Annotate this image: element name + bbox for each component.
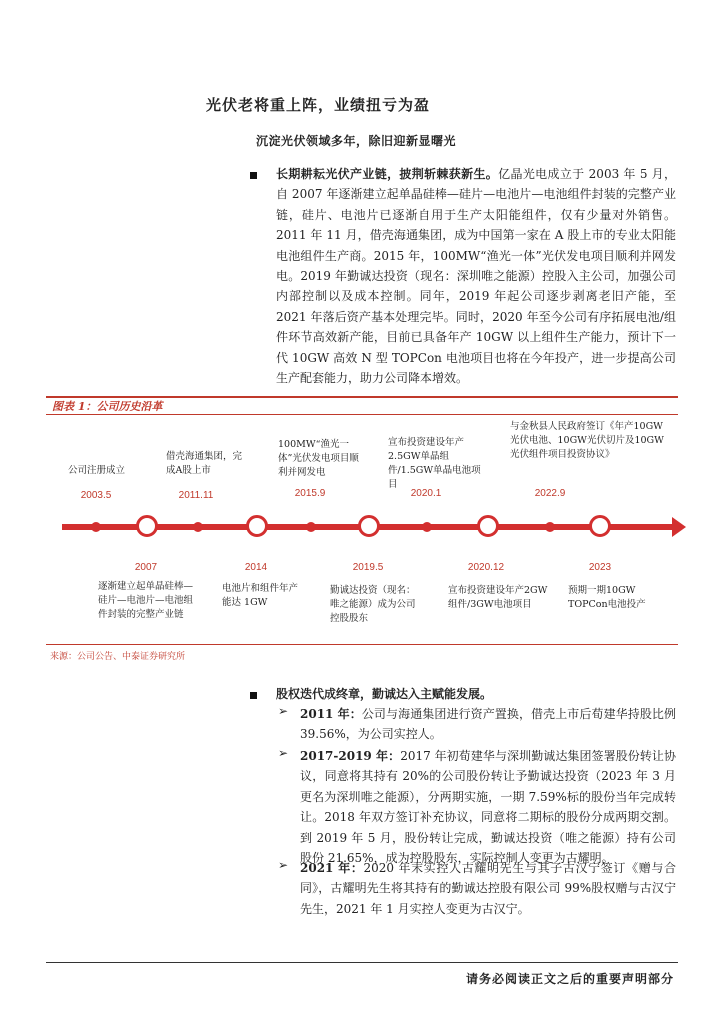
year-label-2020-12: 2020.12 [467,562,505,573]
paragraph-history [276,164,676,388]
event-text-2020-12: 宣布投资建设年产2GW组件/3GW电池项目 [448,585,548,610]
event-text-2019: 勤诚达投资（现名：唯之能源）成为公司控股股东 [330,585,416,624]
figure-title: 图表 1：公司历史沿革 [52,400,163,413]
year-label-2023: 2023 [588,562,612,573]
year-label-2015: 2015.9 [294,488,326,499]
paragraph-history-text: 亿晶光电成立于 2003 年 5 月，自 2007 年逐渐建立起单晶硅棒—硅片—电池片—电池组件封装的完整产业链，硅片、电池片已逐渐自用于生产太阳能组件，仅有少量对外销售。2011 年 11 月，借壳海通集团，成为中国第一家在 A 股上市的专业太阳能电池组件生产商。2015 年，100MW“渔光一体”光伏发电项目顺利并网发电。2019 年勤诚达投资（现名：深圳唯之能源）控股入主公司，加强公司内部控制以及成本控制。同年，2019 年起公司逐步剥离老旧产能，至 2021 年落后资产基本处理完毕。同时，2020 年至今公司有序拓展电池/组件环节高效新产能，目前已具备年产 10GW 以上组件生产能力，预计下一代 10GW 高效 N 型 TOPCon 电池项目也将在今年投产，进一步提高公司生产配套能力，助力公司降本增效。 [276,167,676,386]
timeline-dot-2011 [193,522,203,532]
year-label-2020-1: 2020.1 [410,488,442,499]
footer-rule [46,962,678,963]
timeline-dot-2020-1 [422,522,432,532]
event-text-2003: 公司注册成立 [68,465,126,476]
year-label-2019: 2019.5 [352,562,384,573]
equity-item-label: 2011 年： [300,707,362,721]
arrow-bullet-icon: ➢ [278,704,289,718]
arrow-bullet-icon: ➢ [278,858,289,872]
arrow-bullet-icon: ➢ [278,746,289,760]
page-title: 光伏老将重上阵，业绩扭亏为盈 [206,96,431,114]
paragraph-history-lead: 长期耕耘光伏产业链，披荆斩棘获新生。 [276,167,499,181]
equity-item-label: 2021 年： [300,861,364,875]
equity-item-2017-2019 [300,746,676,868]
footer-disclaimer: 请务必阅读正文之后的重要声明部分 [465,972,674,986]
year-label-2014: 2014 [244,562,268,573]
event-text-2007: 逐渐建立起单晶硅棒—硅片—电池片—电池组件封装的完整产业链 [98,581,194,620]
event-text-2014: 电池片和组件年产能达 1GW [222,583,299,608]
equity-item-label: 2017-2019 年： [300,749,401,763]
year-label-2003: 2003.5 [80,490,112,501]
event-text-2015: 100MW“渔光一体”光伏发电项目顺利并网发电 [278,439,359,478]
event-text-2023: 预期一期10GW TOPCon电池投产 [568,585,646,610]
year-label-2007: 2007 [134,562,158,573]
timeline-dot-2003 [91,522,101,532]
event-text-2022: 与金秋县人民政府签订《年产10GW光伏电池、10GW光伏切片及10GW光伏组件项目投资协议》 [510,421,664,460]
year-label-2022: 2022.9 [534,488,566,499]
bullet-square-icon [250,692,257,699]
equity-item-2021 [300,858,676,919]
figure-bottom-rule [46,644,678,645]
timeline-arrow-icon [672,517,686,537]
event-text-2011: 借壳海通集团，完成A股上市 [166,451,243,476]
equity-item-text: 2017 年初荀建华与深圳勤诚达集团签署股份转让协议，同意将其持有 20%的公司股份转让予勤诚达投资（2023 年 3 月更名为深圳唯之能源），分两期实施，一期 7.59%标的股份当年完成转让。2018 年双方签订补充协议，同意将二期标的股份分成两期交割。到 2019 年 5 月，股份转让完成，勤诚达投资（唯之能源）持有公司股份 21.65%，成为控股股东，实际控制人变更为古耀明。 [300,749,676,866]
timeline-dot-2015 [306,522,316,532]
timeline-ring-2023 [589,515,611,537]
figure-source: 来源：公司公告、中泰证券研究所 [50,652,186,662]
timeline-ring-2019 [358,515,380,537]
timeline-ring-2007 [136,515,158,537]
section-subtitle: 沉淀光伏领域多年，除旧迎新显曙光 [256,134,457,148]
equity-item-text: 公司与海通集团进行资产置换，借壳上市后荀建华持股比例 39.56%，为公司实控人。 [300,707,676,742]
year-label-2011: 2011.11 [178,490,214,501]
timeline-dot-2022 [545,522,555,532]
timeline-ring-2014 [246,515,268,537]
paragraph-equity-lead: 股权迭代成终章，勤诚达入主赋能发展。 [276,687,493,701]
event-text-2020-1: 宣布投资建设年产2.5GW单晶组件/1.5GW单晶电池项目 [388,437,481,490]
equity-item-text: 2020 年末实控人古耀明先生与其子古汉宁签订《赠与合同》，古耀明先生将其持有的勤诚达控股有限公司 99%股权赠与古汉宁先生，2021 年 1 月实控人变更为古汉宁。 [300,861,677,916]
timeline-ring-2020-12 [477,515,499,537]
equity-item-2011 [300,704,676,745]
figure-title-rule [46,414,678,415]
bullet-square-icon [250,172,257,179]
